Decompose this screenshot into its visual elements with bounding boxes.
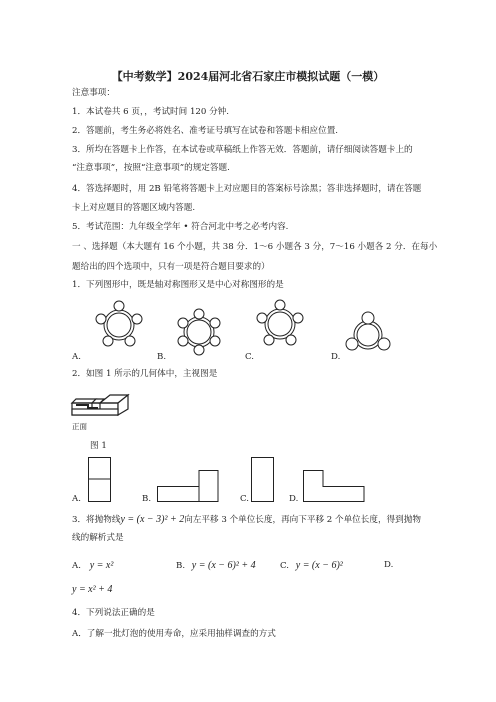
q2-option-b: B.	[142, 494, 152, 504]
q1-option-c: C.	[245, 352, 255, 362]
notice-1: 1．本试卷共 6 页，，考试时间 120 分钟.	[72, 107, 230, 117]
q2-option-d: D.	[289, 494, 299, 504]
q3-stem-line1	[72, 514, 421, 526]
q2-figure-d	[303, 470, 365, 502]
notice-heading: 注意事项：	[72, 88, 115, 98]
q2-stem: 2．如图 1 所示的几何体中，主视图是	[72, 369, 218, 379]
q1-option-d: D.	[331, 352, 341, 362]
q1-figure-a	[92, 300, 152, 355]
notice-3: 3．所均在答题卡上作答，在本试卷或草稿纸上作答无效．答题前，请仔细阅读答题卡上的	[72, 145, 413, 155]
section-heading: 一 、选择题（本大题有 16 个小题，共 38 分．1～6 小题各 3 分，7～16 小题各 2 分．在每小	[72, 242, 438, 252]
q3-option-a-formula: y = x²	[89, 560, 114, 571]
q3-stem-formula: y = (x − 3)² + 2	[120, 514, 185, 525]
q3-stem-line2: 线的解析式是	[72, 533, 124, 543]
notice-3-cont: “注意事项”，按照“注意事项”的规定答题.	[72, 163, 230, 173]
q2-figure-a	[88, 457, 112, 503]
q1-option-a: A.	[72, 352, 81, 362]
q2-figure-b	[157, 470, 219, 502]
q3-stem-suffix: 向左平移 3 个单位长度，再向下平移 2 个单位长度，得到抛物	[184, 515, 421, 525]
q3-option-c-formula: y = (x − 6)²	[295, 560, 343, 571]
notice-2: 2．答题前，考生务必将姓名、准考证号填写在试卷和答题卡相应位置.	[72, 126, 339, 136]
q1-figure-c	[254, 298, 306, 353]
notice-4-cont: 卡上对应题目的答题区域内答题.	[72, 203, 196, 213]
q2-option-a: A.	[72, 494, 81, 504]
q2-option-c: C.	[240, 494, 250, 504]
page-title: 【中考数学】2024届河北省石家庄市模拟试题（一模）	[111, 70, 385, 83]
q4-option-a: A．了解一批灯泡的使用寿命，应采用抽样调查的方式	[72, 629, 276, 639]
q1-figure-b	[170, 307, 228, 357]
q3-option-d-letter: D.	[384, 560, 394, 570]
q3-option-d-formula: y = x² + 4	[72, 584, 113, 595]
q1-figure-d	[345, 311, 395, 359]
q3-option-a-letter: A.	[72, 561, 81, 571]
q1-option-b: B.	[157, 352, 167, 362]
notice-5: 5．考试范围：九年级全学年 • 符合河北中考之必考内容.	[72, 222, 289, 232]
q1-stem: 1．下列图形中，既是轴对称图形又是中心对称图形的是	[72, 280, 284, 290]
section-heading-cont: 题给出的四个选项中，只有一项是符合题目要求的）	[72, 262, 270, 272]
q3-option-c	[280, 560, 343, 572]
q3-stem-prefix: 3．将抛物线	[72, 515, 121, 525]
q2-figure-c	[251, 457, 275, 503]
q3-option-b-letter: B.	[176, 561, 186, 571]
q3-option-b-formula: y = (x − 6)² + 4	[191, 560, 256, 571]
q3-option-b	[176, 560, 256, 572]
q2-figure-caption: 图 1	[90, 441, 107, 451]
notice-4: 4．答选择题时，用 2B 铅笔将答题卡上对应题目的答案标号涂黑；答非选择题时，请在答题	[72, 184, 422, 194]
q3-option-c-letter: C.	[280, 561, 290, 571]
q4-stem: 4．下列说法正确的是	[72, 608, 155, 618]
q3-option-a	[72, 560, 113, 572]
q2-front-label: 正面	[72, 422, 87, 431]
